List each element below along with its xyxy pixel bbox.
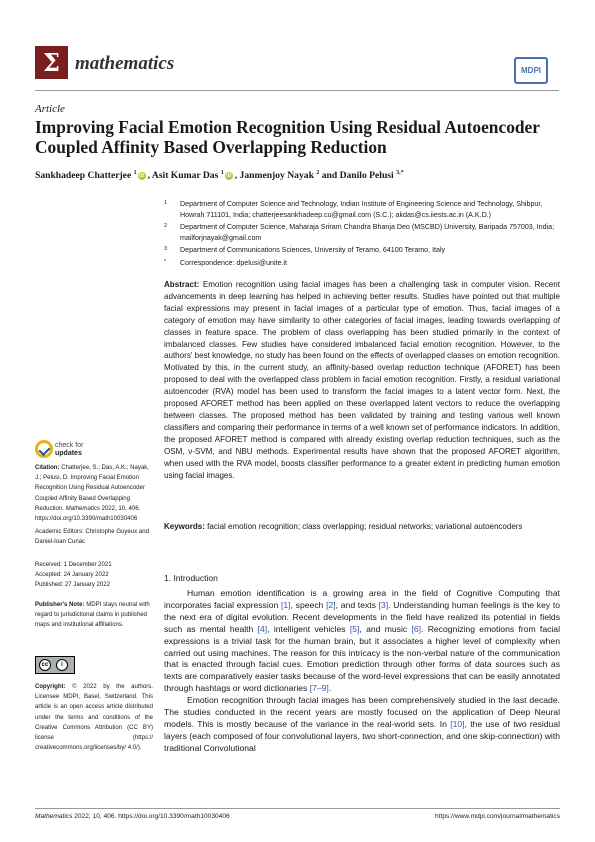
affiliation-item: 3 Department of Communications Sciences, University of Teramo, 64100 Teramo, Italy <box>164 246 446 255</box>
cc-license-badge[interactable] <box>35 656 75 674</box>
abstract <box>164 279 560 481</box>
paper-title: Improving Facial Emotion Recognition Using Residual Autoencoder Coupled Affinity Based Overlapping Reduction <box>35 117 540 157</box>
check-for-updates-badge[interactable]: check for updates <box>35 440 145 462</box>
author-affil-sup: 1 <box>133 170 137 176</box>
affiliation-item: * Correspondence: dpelusi@unite.it <box>164 258 287 267</box>
citation-link[interactable]: [10] <box>450 718 465 729</box>
journal-logo: Σ <box>35 46 68 79</box>
attribution-icon: i <box>56 659 68 671</box>
body-text <box>164 588 560 755</box>
citation-link[interactable]: [3] <box>378 599 389 610</box>
abstract-label: Abstract: <box>164 280 200 289</box>
affiliation-item: 1 Department of Computer Science and Technology, Indian Institute of Engineering Science and Technology, Shibpur, Howrah 711101, India; chatterjeesankhadeep.cu@gmail.com (S.C.); akdas@cs.iiests.ac.in (A.K.D.) <box>164 200 543 219</box>
author-list: Sankhadeep Chatterjee $^1$iD , Asit Kumar Das $^1$iD , Janmenjoy Nayak $^2$ and Danilo Pelusi $^{3,*}$ <box>35 170 404 182</box>
section-heading: 1. Introduction <box>164 573 218 583</box>
author-affil-sup: 3,* <box>396 170 404 176</box>
citation-link[interactable]: [4] <box>257 623 268 634</box>
footer-citation: Mathematics 2022, 10, 406. https://doi.org/10.3390/math10030406 <box>35 813 230 820</box>
orcid-icon[interactable]: iD <box>226 173 232 180</box>
citation-block: Citation: Chatterjee, S.; Das, A.K.; Nayak, J.; Pelusi, D. Improving Facial Emotion Recognition Using Residual Autoencoder Coupled Affinity Based Overlapping Reduction. Mathematics 2022, 10, 406. https://doi.org/10.3390/math10030406 <box>35 465 149 523</box>
author-name[interactable]: Sankhadeep Chatterjee <box>35 170 132 182</box>
academic-editors: Academic Editors: Christophe Guyeux and Daniel-Ioan Curiac <box>35 529 149 546</box>
citation-link[interactable]: [7–9] <box>309 683 329 694</box>
publication-dates: Received: 1 December 2021 Accepted: 24 January 2022 Published: 27 January 2022 <box>35 562 112 589</box>
citation-link[interactable]: [5] <box>349 623 360 634</box>
citation-link[interactable]: [2] <box>326 599 336 610</box>
citation-link[interactable]: [1] <box>281 599 291 610</box>
author-affil-sup: 1 <box>220 170 224 176</box>
article-type: Article <box>35 103 65 115</box>
affiliations <box>164 199 564 269</box>
doi-link[interactable]: 2022, 10, 406. https://doi.org/10.3390/math10030406 <box>35 505 141 523</box>
publisher-note: Publisher's Note: MDPI stays neutral with regard to jurisdictional claims in published maps and institutional affiliations. <box>35 602 150 629</box>
orcid-icon[interactable]: iD <box>139 173 145 180</box>
header-divider <box>35 90 559 91</box>
author-name[interactable]: Danilo Pelusi <box>339 170 394 182</box>
paragraph: Human emotion identification is a growing area in the field of Cognitive Computing that incorporates facial expression [1], speech [2], and texts [3]. Understanding human feelings is the key to the next era of digital evolution. Recent developments in the field have realized its potential in fields such as mental health [4], intelligent vehicles [5], and music [6]. Recognizing emotions from facial expressions is a trivial task for the human brain, but it associates a higher level of complexity when carried out using machines. The reason for this intricacy is the non-verbal nature of the communication that is enacted through facial cues. Emotion prediction through other forms of data sources such as texts are comparatively easier tasks because of the word-level expressions that can be easily annotated through hashtags or word dictionaries [7–9]. <box>164 588 561 694</box>
journal-name[interactable]: mathematics <box>75 53 175 74</box>
check-updates-icon <box>35 440 53 458</box>
author-affil-sup: 2 <box>316 170 320 176</box>
author-name[interactable]: Janmenjoy Nayak <box>239 170 314 182</box>
abstract-text: Emotion recognition using facial images has been a challenging task in computer vision. Recent advancements in deep learning has helped in achieving better results. Studies have pointed out that multiple facial expressions may present in facial images of a particular type of emotion. Thus, facial images of a category of emotion may have similarity to other categories of facial images, leading towards overlapping of classes in feature space. The problem of class overlapping has been studied primarily in the context of imbalanced classes. Few studies have considered imbalanced facial emotion recognition. However, to the authors' best knowledge, no study has been found on the effects of overlapped classes on emotion recognition. Motivated by this, in the current study, an affinity-based overlap reduction technique (AFORET) has been proposed to deal with the overlapped class problem in facial emotion recognition. Firstly, a residual variational autoencoder (RVA) model has been used to transform the facial images to a latent vector form. Next, the proposed AFORET method has been applied on these overlapped latent vectors to reduce the overlapping between classes. The proposed method has been validated by training and testing various well known classifiers and comparing their performance in terms of a well known set of performance indicators. In addition, the proposed AFORET method is compared with already existing overlap reduction techniques, such as the OSM, ν-SVM, and NBU methods. Experimental results have shown that the proposed AFORET algorithm, when used with the RVA model, boosts classifier performance to a greater extent in predicting human emotion using facial images. <box>164 280 560 480</box>
mdpi-logo[interactable]: MDPI <box>514 57 548 84</box>
keywords-text: facial emotion recognition; class overlapping; residual networks; variational autoencoders <box>207 522 523 531</box>
keywords <box>164 521 560 533</box>
citation-link[interactable]: [6] <box>411 623 422 634</box>
footer-divider <box>35 808 560 809</box>
keywords-label: Keywords: <box>164 522 205 531</box>
paragraph: Emotion recognition through facial images has been comprehensively studied in the last decade. The studies conducted in the recent years are mostly focused on the application of Deep Neural models. This is mostly because of the variance in the real-world sets. In [10], the use of two residual layers (each composed of four convolutional layers, two short-connection, and one skip-connection) with traditional Convolutional <box>164 695 561 753</box>
affiliation-item: 2 Department of Computer Science, Maharaja Sriram Chandra Bhanja Deo (MSCBD) University, Baripada 757003, India; mailforjnayak@gmail.com <box>164 223 555 242</box>
copyright-notice: Copyright: © 2022 by the authors. Licensee MDPI, Basel, Switzerland. This article is an open access article distributed under the terms and conditions of the Creative Commons Attribution (CC BY) license (https:// creativecommons.org/licenses/by/ 4.0/). <box>35 684 153 752</box>
author-name[interactable]: Asit Kumar Das <box>151 170 219 182</box>
footer-journal-url[interactable]: https://www.mdpi.com/journal/mathematics <box>435 813 560 820</box>
cc-icon: cc <box>39 659 51 671</box>
